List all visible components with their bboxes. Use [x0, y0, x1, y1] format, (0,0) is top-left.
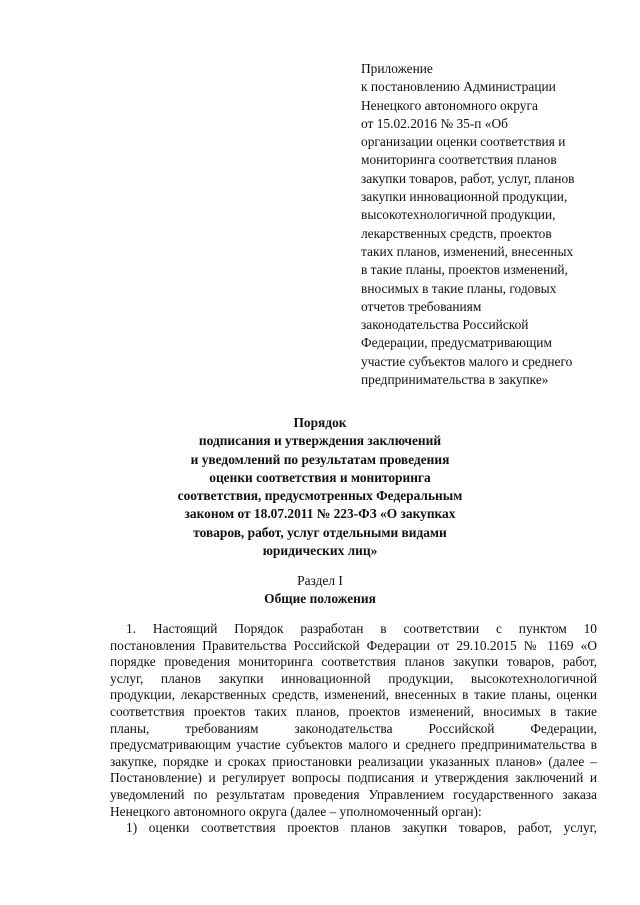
title-line: юридических лиц» [262, 543, 378, 559]
appendix-line: вносимых в такие планы, годовых [361, 280, 557, 296]
appendix-line: законодательства Российской [361, 317, 529, 333]
appendix-line: организации оценки соответствия и [361, 134, 566, 150]
body-line: предусматривающим участие субъектов малого и среднего предпринимательства в [110, 737, 597, 753]
appendix-line: в такие планы, проектов изменений, [361, 262, 568, 278]
body-line: продукции, лекарственных средств, изменений, внесенных в такие планы, оценки [110, 687, 597, 703]
appendix-line: мониторинга соответствия планов [361, 152, 557, 168]
appendix-line: Приложение [361, 61, 433, 76]
body-line: Ненецкого автономного округа (далее – уполномоченный орган): [110, 803, 482, 819]
body-line: 1. Настоящий Порядок разработан в соответствии с пунктом 10 [126, 621, 597, 636]
appendix-line: от 15.02.2016 № 35-п «Об [361, 115, 508, 131]
body-line: соответствия проектов таких планов, проектов изменений, вносимых в такие [110, 703, 597, 719]
appendix-line: закупки товаров, работ, услуг, планов [361, 170, 575, 186]
title-line: подписания и утверждения заключений [198, 433, 442, 449]
title-line: и уведомлений по результатам проведения [190, 451, 450, 467]
appendix-line: к постановлению Администрации [361, 79, 556, 95]
appendix-line: предпринимательства в закупке» [361, 372, 549, 388]
appendix-line: лекарственных средств, проектов [361, 225, 552, 241]
title-line: Порядок [293, 415, 347, 430]
body-line: планы, требованиям законодательства Российской Федерации, [110, 720, 597, 736]
appendix-line: закупки инновационной продукции, [361, 189, 568, 205]
document-title [150, 414, 490, 560]
body-line: постановления Правительства Российской Федерации от 29.10.2015 № 1169 «О [110, 637, 597, 653]
title-line: товаров, работ, услуг отдельными видами [193, 524, 447, 540]
section-number: Раздел I [297, 573, 343, 588]
body-line: 1) оценки соответствия проектов планов закупки товаров, работ, услуг, [126, 820, 597, 836]
title-line: оценки соответствия и мониторинга [209, 469, 431, 485]
body-line: уведомлений по результатам проведения Управлением государственного заказа [110, 786, 597, 802]
title-line: соответствия, предусмотренных Федеральным [177, 488, 463, 504]
title-line: законом от 18.07.2011 № 223-ФЗ «О закупках [184, 506, 456, 522]
appendix-note [361, 60, 611, 389]
body-text [110, 621, 597, 837]
body-line: услуг, планов закупки инновационной продукции, высокотехнологичной [110, 670, 597, 686]
body-line: порядке проведения мониторинга соответствия планов закупки товаров, работ, [110, 654, 597, 670]
appendix-line: участие субъектов малого и среднего [361, 353, 573, 369]
section-heading: Общие положения [264, 591, 376, 607]
appendix-line: таких планов, изменений, внесенных [361, 243, 574, 259]
appendix-line: Федерации, предусматривающим [361, 335, 552, 351]
body-line: Постановление) и регулирует вопросы подписания и утверждения заключений и [110, 770, 597, 786]
body-line: закупке, порядке и сроках приостановки реализации указанных планов» (далее – [110, 753, 597, 769]
appendix-line: отчетов требованиям [361, 298, 482, 314]
appendix-line: высокотехнологичной продукции, [361, 207, 556, 223]
section-header [150, 572, 490, 609]
appendix-line: Ненецкого автономного округа [361, 97, 538, 113]
